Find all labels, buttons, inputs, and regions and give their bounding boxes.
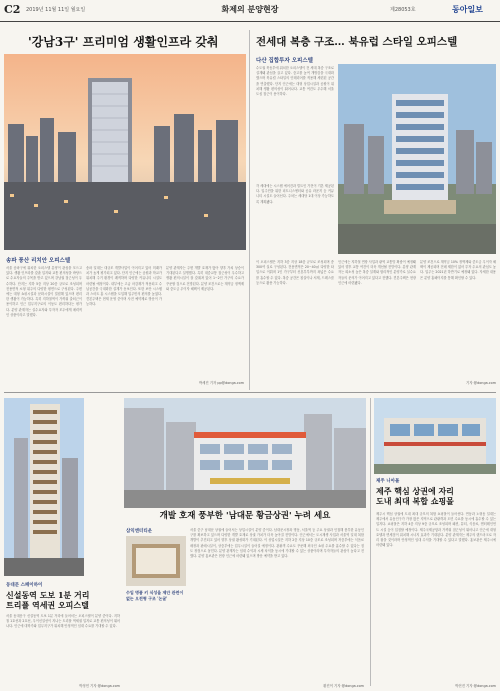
article5-headline-line2: 도내 최대 복합 쇼핑몰 [376,496,454,506]
article1-body-col2: 송파 일대는 대규모 개발사업이 이어지고 있어 미래가치가 높게 평가되고 있다. 단지 인근에는 공원과 학교가 위치해 주거 환경이 쾌적하며 다양한 커뮤니티 시설도 마련될 예정이다. 내부에는 고급 마감재가 적용되고 수납공간을 극대화한 설계가 돋보인다. 또한 보안 시스템과 스마트 홈 시스템을 도입해 입주민의 편의를 높였다. 견본주택은 현재 운영 중이며 사전 예약제로 방문이 가능하다. [86,266,162,307]
column-divider [249,30,250,390]
article4-byline: 황진이 기자 @donga.com [323,684,364,688]
article2-body-col1b: 각 세대에는 시스템 에어컨과 빌트인 가전이 기본 제공된다. 입주민을 위한 피트니스센터와 공유 라운지 등 커뮤니티 시설도 들어선다. 주차는 세대당 1대 이상 가능하도록 계획됐다. [256,184,334,204]
article3-byline: 박정민 기자 @donga.com [79,684,120,688]
article2-subtitle: 다산 집합투자 오피스텔 [256,58,313,64]
article5-headline-line1: 제주 핵심 상권에 자리 [376,486,454,496]
article3-label: 동대문 스페이하이 [6,583,43,588]
article5-photo [374,398,496,474]
article2-byline: 기자 @donga.com [466,381,496,385]
article1-body-col3: 분양 관계자는 주변 개발 호재가 많아 향후 가치 상승이 기대된다고 설명했다. 특히 대중교통 접근성이 우수하고 생활 편의시설이 잘 갖춰져 있어 1~2인 가구의 수요가 꾸준할 것으로 전망된다. 분양 조건으로는 계약금 정액제와 중도금 무이자 혜택이 제공된다. [166,266,244,291]
article4-photo [124,398,366,508]
article2-body-col2: 이 오피스텔은 지하 3층 지상 18층 규모로 조성되며 총 300여 실로 구성된다. 전용면적은 20~40㎡ 다양한 타입으로 이뤄져 1인 가구부터 신혼부부까지 폭넓은 수요를 흡수할 수 있다. 복층 공간은 침실이나 서재, 드레스룸 등으로 활용 가능하다. [256,260,334,285]
article4-subtitle: 삼익엔터티운 [126,529,153,534]
article2-body-col1: 수도권 북동부에 위치한 오피스텔이 전 세대 복층 구조로 설계돼 관심을 끌고 있다. 층고를 높여 개방감을 극대화했으며 북유럽 스타일의 인테리어를 적용해 세련된 공간을 연출했다. 단지 인근에는 대형 상업시설과 공원이 위치해 생활 편의성이 뛰어나다. 교통 여건도 우수해 서울 도심 접근이 용이하다. [256,66,334,97]
section-divider [4,392,496,393]
article3-headline-line2: 트리플 역세권 오피스텔 [6,600,89,610]
article1-body-col1: 서울 송파구에 위치한 오피스텔 분양이 관심을 모으고 있다. 생활 인프라를 갖춘 입지와 교통 편의성을 바탕으로 수요자들의 주목을 받고 있으며 강남권 접근성이 우수하다. 단지는 지하 5층 지상 20층 규모로 조성되며 전용면적 소형 위주의 다양한 평면으로 구성된다. 주변에는 대형 쇼핑시설과 문화시설이 밀집해 있으며 편리한 생활이 가능하다. 특히 지하철역이 가까워 출퇴근이 용이하고 인근 업무지구로의 이동도 편리하다는 평가다. 분양 관계자는 실수요자와 투자자 모두에게 매력적인 상품이라고 말했다. [6,266,82,317]
page-number: C2 [4,3,21,16]
article2-headline: 전세대 복층 구조… 북유럽 스타일 오피스텔 [256,36,458,48]
article4-small-photo [126,536,186,586]
issue-date: 2019년 11월 11일 월요일 [26,7,86,13]
article4-headline: 개발 호재 풍부한 '남대문 황금상권' 누려 세요 [159,511,331,521]
article2-photo [338,64,496,254]
article4-body: 서울 중구 남대문 상권에 들어서는 상업시설이 분양 중이다. 남대문시장과 명동, 서울역 등 주요 상권과 인접해 풍부한 유동인구를 확보하고 있으며 다양한 개발 호재로 상권 가치가 더욱 높아질 전망이다. 인근에서는 도시재생 사업과 서울역 일대 복합개발이 추진되고 있어 향후 상권 활성화가 기대된다. 이 상업시설은 지하 2층 지상 10층 규모로 조성되며 저층부에는 식음료 매장과 판매시설이, 상층부에는 업무시설이 들어설 예정이다. 관광객 수요도 꾸준해 외국인 쇼핑 수요를 흡수할 수 있다는 점도 장점으로 꼽힌다. 분양 관계자는 임대 수익과 시세 차익을 동시에 기대할 수 있는 상품이라며 투자자들의 관심이 높다고 전했다. 분양 홍보관은 현장 인근에 마련돼 있으며 방문 예약을 받고 있다. [190,528,364,559]
article1-headline: '강남3구' 프리미엄 생활인프라 갖춰 [28,35,219,49]
article1-photo [4,54,246,250]
article3-photo [4,398,84,576]
column-divider-2 [370,398,371,686]
article5-body: 제주시 핵심 상권에 도내 최대 규모의 복합 쇼핑몰이 들어선다. 연동과 노형동 일대는 제주에서 유동인구가 가장 많은 지역으로 관광객과 도민 수요를 동시에 흡수할 수 있는 입지다. 쇼핑몰은 지하 4층 지상 9층 규모로 조성되며 패션, 뷰티, 식음료, 엔터테인먼트 시설 등이 입점할 예정이다. 제주국제공항과 가까워 접근성이 뛰어나고 인근에 대형 호텔과 면세점이 위치해 시너지 효과가 기대된다. 분양 관계자는 제주의 랜드마크로 자리 잡을 것이라며 안정적인 임대 수익을 기대할 수 있다고 말했다. 홍보관은 제주시에 마련돼 있다. [376,512,496,548]
article1-byline: 박세진 기자 pp@donga.com [198,381,244,385]
article5-byline: 박전진 기자 @donga.com [455,684,496,688]
article3-body: 서울 동대문구 신설동역 도보 1분 거리에 들어서는 오피스텔이 분양 중이다. 지하철 1호선과 2호선, 우이신설선이 지나는 트리플 역세권 입지로 교통 편의성이 뛰어나다. 인근에 대학가와 업무지구가 위치해 안정적인 임대 수요를 기대할 수 있다. [6,614,120,629]
issue-number: 제28053호 [390,7,416,13]
article3-headline-line1: 신설동역 도보 1분 거리 [6,590,90,600]
article1-subtitle: 송파 풍산 리치안 오피스텔 [6,258,71,264]
article4-pull-quote: 수입 명품 키 식성을 제안 관련이 없는 오전형 구조 '논굴' [126,590,184,601]
newspaper-logo: 동아일보 [452,4,483,14]
article5-label: 제주 니아몰 [376,479,400,484]
article2-body-col4: 분양 조건으로 계약금 10% 정액제와 중도금 무이자 혜택이 제공되며 전매 제한이 없어 투자 수요의 관심도 높다. 입주는 2021년 하반기로 예정돼 있다. 자세한 내용은 분양 홈페이지를 통해 확인할 수 있다. [420,260,496,280]
article2-body-col3: 인근에는 지하철 연장 사업과 광역 교통망 확충이 예정돼 있어 향후 교통 여건이 더욱 개선될 전망이다. 분양 관계자는 희소성 높은 복층 설계와 합리적인 분양가로 실수요자들의 문의가 이어지고 있다고 전했다. 견본주택은 현장 인근에 마련됐다. [338,260,416,285]
section-title: 화제의 분양현장 [221,4,279,14]
